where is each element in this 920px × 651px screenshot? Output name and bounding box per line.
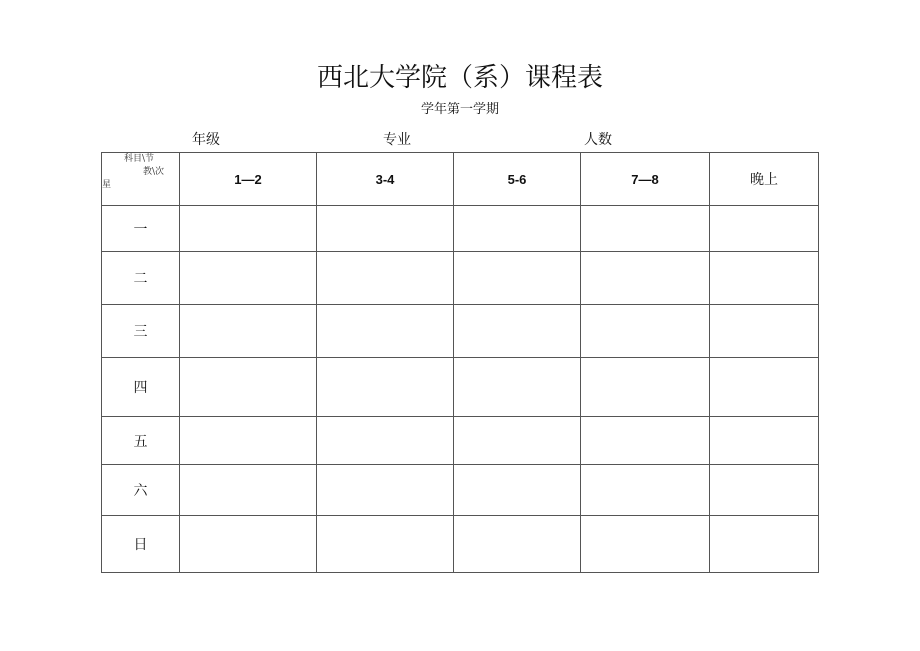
- grade-label: 年级: [192, 132, 220, 148]
- table-row: [102, 206, 819, 252]
- schedule-table: [101, 152, 819, 573]
- header-row: [102, 153, 819, 206]
- period-header-evening: 晚上: [710, 153, 819, 206]
- period-header-1-2: 1—2: [180, 153, 317, 206]
- day-label-wed: 三: [102, 305, 180, 358]
- schedule-cell[interactable]: [581, 417, 710, 465]
- period-header-3-4: 3-4: [317, 153, 454, 206]
- table-row: [102, 305, 819, 358]
- schedule-cell[interactable]: [454, 206, 581, 252]
- schedule-cell[interactable]: [180, 417, 317, 465]
- schedule-cell[interactable]: [710, 417, 819, 465]
- schedule-cell[interactable]: [317, 252, 454, 305]
- schedule-cell[interactable]: [581, 516, 710, 573]
- schedule-cell[interactable]: [581, 252, 710, 305]
- schedule-cell[interactable]: [317, 465, 454, 516]
- schedule-cell[interactable]: [454, 305, 581, 358]
- period-header-7-8: 7—8: [581, 153, 710, 206]
- schedule-cell[interactable]: [180, 206, 317, 252]
- schedule-cell[interactable]: [454, 516, 581, 573]
- corner-header-cell: [102, 153, 180, 206]
- day-label-tue: 二: [102, 252, 180, 305]
- schedule-cell[interactable]: [581, 358, 710, 417]
- headcount-label: 人数: [584, 132, 612, 148]
- schedule-cell[interactable]: [454, 252, 581, 305]
- schedule-cell[interactable]: [180, 305, 317, 358]
- corner-label-weekday: 星: [102, 180, 112, 190]
- day-label-fri: 五: [102, 417, 180, 465]
- major-label: 专业: [383, 132, 411, 148]
- table-row: [102, 358, 819, 417]
- table-row: [102, 465, 819, 516]
- semester-subtitle: 学年第一学期: [420, 102, 499, 117]
- corner-label-teacher: 教\次: [143, 167, 165, 177]
- schedule-cell[interactable]: [180, 516, 317, 573]
- schedule-cell[interactable]: [581, 305, 710, 358]
- schedule-cell[interactable]: [317, 206, 454, 252]
- schedule-cell[interactable]: [180, 252, 317, 305]
- day-label-sun: 日: [102, 516, 180, 573]
- period-header-5-6: 5-6: [454, 153, 581, 206]
- schedule-cell[interactable]: [710, 465, 819, 516]
- schedule-cell[interactable]: [454, 465, 581, 516]
- schedule-cell[interactable]: [180, 358, 317, 417]
- schedule-cell[interactable]: [454, 417, 581, 465]
- page-title: 西北大学院（系）课程表: [316, 63, 603, 93]
- table-row: [102, 417, 819, 465]
- table-row: [102, 252, 819, 305]
- corner-label-subject: 科目\节: [124, 154, 155, 164]
- table-row: [102, 516, 819, 573]
- schedule-cell[interactable]: [317, 516, 454, 573]
- schedule-cell[interactable]: [317, 305, 454, 358]
- schedule-cell[interactable]: [710, 252, 819, 305]
- schedule-cell[interactable]: [454, 358, 581, 417]
- day-label-mon: 一: [102, 206, 180, 252]
- schedule-cell[interactable]: [710, 516, 819, 573]
- schedule-cell[interactable]: [317, 358, 454, 417]
- schedule-cell[interactable]: [581, 465, 710, 516]
- schedule-cell[interactable]: [581, 206, 710, 252]
- schedule-cell[interactable]: [710, 358, 819, 417]
- schedule-cell[interactable]: [710, 305, 819, 358]
- day-label-sat: 六: [102, 465, 180, 516]
- schedule-cell[interactable]: [710, 206, 819, 252]
- schedule-cell[interactable]: [180, 465, 317, 516]
- day-label-thu: 四: [102, 358, 180, 417]
- schedule-cell[interactable]: [317, 417, 454, 465]
